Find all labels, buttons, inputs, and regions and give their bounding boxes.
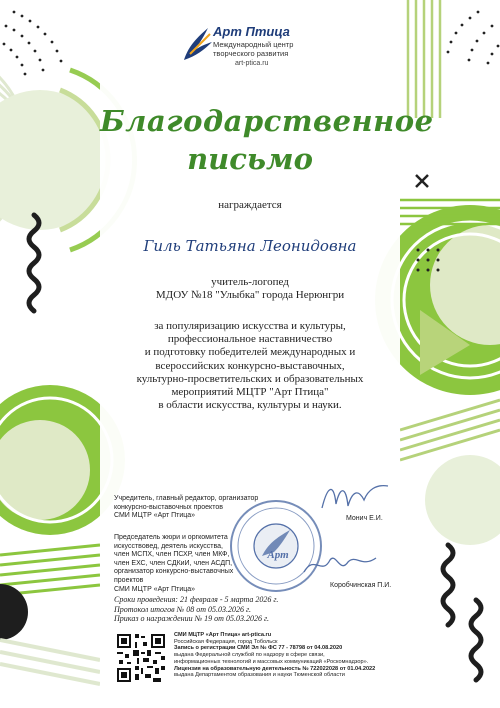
dates-protocol: Протокол итогов № 08 от 05.03.2026 г. — [114, 604, 251, 614]
legal-footer — [174, 632, 394, 679]
awarded-text: награждается — [218, 199, 282, 211]
reason-line: и подготовку победителей международных и — [144, 346, 356, 359]
green-stripes-right-bottom — [400, 400, 500, 460]
stamp-text: Арт — [267, 549, 289, 561]
green-lines-top-right — [408, 0, 440, 118]
signature-chair — [300, 548, 380, 582]
footer-line: выдана Федеральной службой по надзору в сфере связи, — [174, 652, 325, 659]
founder-line: СМИ МЦТР «Арт Птица» — [114, 512, 196, 520]
dot-arc-left — [3, 11, 63, 76]
chair-block — [114, 534, 264, 594]
reason-line: мероприятий МЦТР "Арт Птица" — [171, 386, 329, 399]
reason-line: всероссийских конкурсно-выставочных, — [155, 359, 345, 372]
dates-block — [114, 595, 278, 624]
chair-line: искусствовед, деятель искусства, — [114, 542, 223, 550]
wave-left-top — [29, 215, 39, 311]
reason-line: культурно-просветительских и образовательных — [136, 372, 364, 385]
brand-subtitle-line1: Международный центр — [213, 40, 294, 49]
chair-line: организатор конкурсно-выставочных проектов — [114, 568, 234, 584]
reason-line: в области искусства, культуры и науки. — [158, 399, 342, 412]
footer-line: Лицензия на образовательную деятельность № 722022028 от 01.04.2022 — [174, 665, 376, 672]
reason-text — [110, 320, 390, 412]
title-line2: письмо — [187, 142, 313, 176]
signature-founder — [318, 478, 392, 518]
qr-code-icon — [115, 632, 167, 684]
reason-line: за популяризацию искусства и культуры, — [154, 320, 346, 332]
founder-name: Монич Е.И. — [346, 515, 383, 522]
light-circle-left — [0, 90, 110, 230]
dates-order: Приказ о награждении № 19 от 05.03.2026 г. — [114, 614, 269, 624]
cross-icon — [416, 175, 428, 187]
footer-line: Запись о регистрации СМИ Эл № ФС 77 - 78798 от 04.08.2020 — [174, 645, 343, 652]
title-line1: Благодарственное — [100, 104, 434, 138]
wave-right-bottom-1 — [443, 545, 453, 625]
founder-line: конкурсно-выставочных проектов — [114, 503, 223, 511]
chair-name: Коробчинская П.И. — [330, 582, 392, 589]
green-circle-right-bottom — [425, 455, 500, 545]
chair-line: СМИ МЦТР «Арт Птица» — [114, 585, 196, 593]
brand-url: art-ptica.ru — [235, 60, 269, 67]
position-line2: МДОУ №18 "Улыбка" города Нерюнгри — [155, 289, 345, 301]
dates-period: Сроки проведения: 21 февраля - 5 марта 2026 г. — [114, 595, 279, 604]
founder-block — [114, 495, 284, 521]
dot-arc-right — [447, 11, 500, 65]
green-stripes-left-bottom — [0, 545, 100, 595]
reason-line: профессиональное наставничество — [167, 333, 333, 346]
position-line1: учитель-логопед — [211, 276, 289, 288]
brand-subtitle — [213, 41, 293, 58]
chair-line: член МСПХ, член ПСХР, член МКФ, — [114, 551, 230, 559]
footer-line: выдана Департаментом образования и науки Тюменской области — [174, 672, 345, 679]
brand-name: Арт Птица — [213, 24, 290, 39]
brand-logo — [180, 22, 320, 76]
recipient-name: Гиль Татьяна Леонидовна — [143, 237, 357, 255]
wave-right-bottom-2 — [471, 600, 481, 680]
founder-line: Учредитель, главный редактор, организатор — [114, 495, 259, 502]
brand-subtitle-line2: творческого развития — [213, 48, 289, 58]
bird-icon — [180, 22, 214, 66]
footer-line: СМИ МЦТР «Арт Птица» art-ptica.ru — [174, 632, 272, 638]
chair-line: член ЕХС, член СДКиИ, член АСДП, — [114, 559, 233, 567]
chair-line: Председатель жюри и оргкомитета — [114, 534, 228, 541]
light-stripes-left-bottom — [0, 640, 100, 684]
footer-line: Российская Федерация, город Тобольск — [174, 638, 278, 645]
footer-line: информационных технологий и массовых коммуникаций «Роскомнадзор». — [174, 658, 369, 665]
